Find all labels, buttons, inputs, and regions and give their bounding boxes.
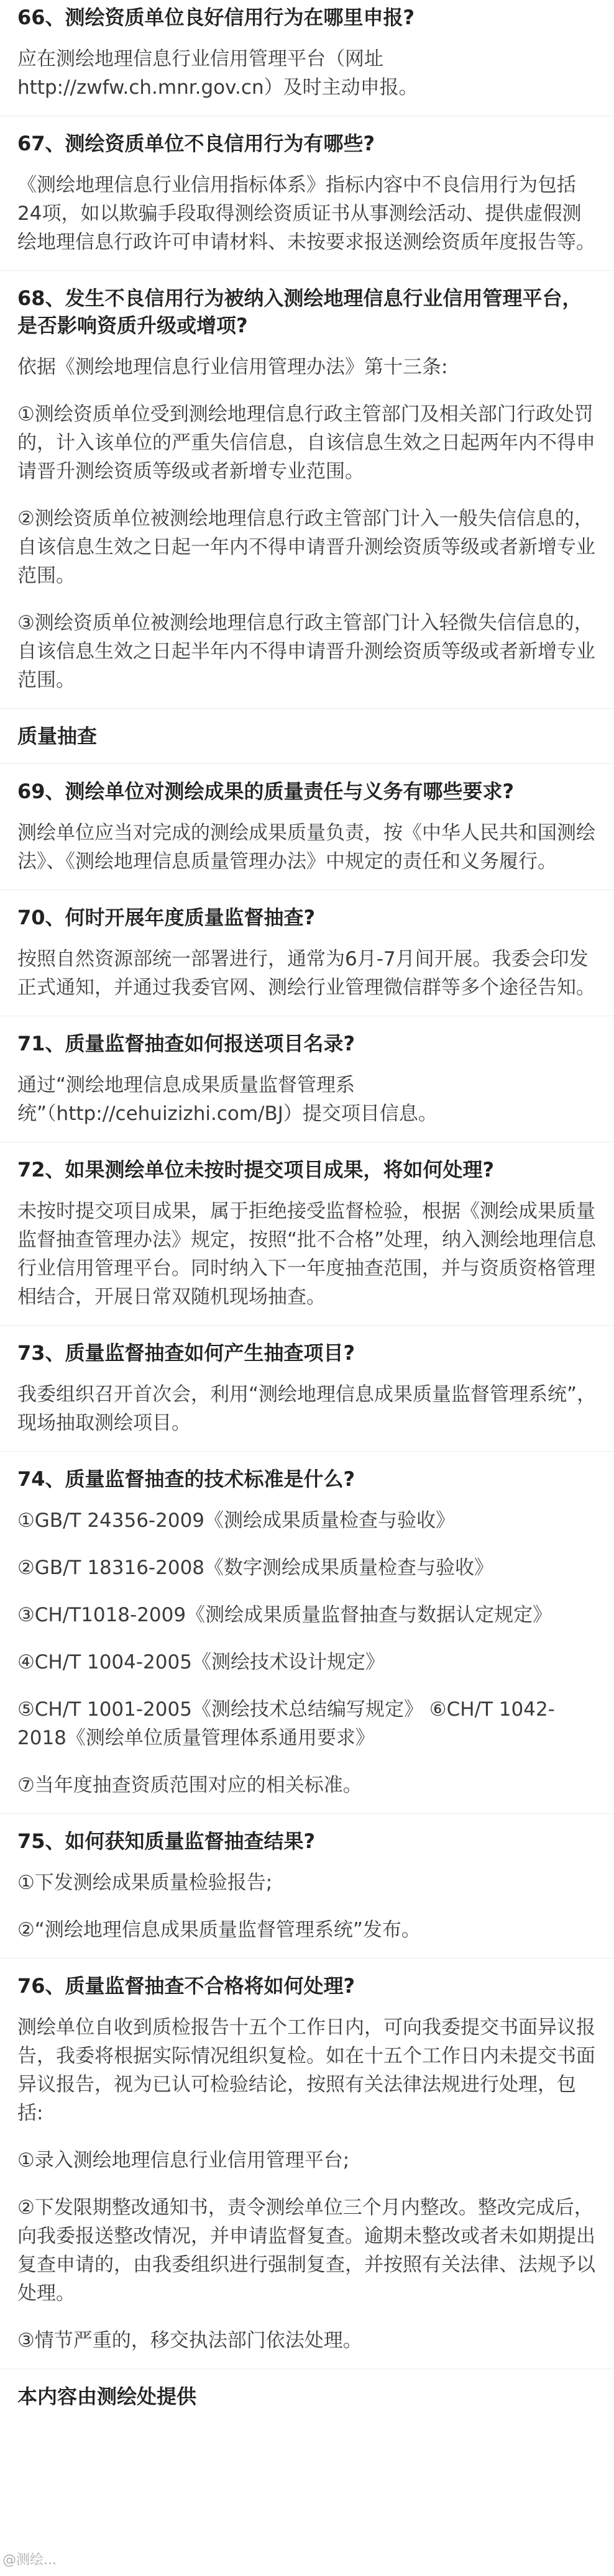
answer-paragraph: ②测绘资质单位被测绘地理信息行政主管部门计入一般失信信息的，自该信息生效之日起一年内不得申请晋升测绘资质等级或者新增专业范围。 <box>17 507 595 587</box>
question-heading: 76、质量监督抽查不合格将如何处理? <box>17 1974 355 1998</box>
question-heading: 71、质量监督抽查如何报送项目名录? <box>17 1032 355 1055</box>
answer-paragraph: 测绘单位应当对完成的测绘成果质量负责，按《中华人民共和国测绘法》、《测绘地理信息质量管理办法》中规定的责任和义务履行。 <box>17 822 595 873</box>
answer-paragraph: ③情节严重的，移交执法部门依法处理。 <box>17 2329 362 2352</box>
question-heading: 66、测绘资质单位良好信用行为在哪里申报? <box>17 6 415 29</box>
section-heading: 质量抽查 <box>17 724 98 748</box>
answer-paragraph: ④CH/T 1004-2005《测绘技术设计规定》 <box>17 1651 385 1673</box>
answer-paragraph: 依据《测绘地理信息行业信用管理办法》第十三条: <box>17 356 448 378</box>
answer-paragraph: ③测绘资质单位被测绘地理信息行政主管部门计入轻微失信信息的，自该信息生效之日起半年内不得申请晋升测绘资质等级或者新增专业范围。 <box>17 612 595 691</box>
question-heading: 72、如果测绘单位未按时提交项目成果，将如何处理? <box>17 1158 495 1181</box>
answer-paragraph: ①测绘资质单位受到测绘地理信息行政主管部门及相关部门行政处罚的，计入该单位的严重失信信息，自该信息生效之日起两年内不得申请晋升测绘资质等级或者新增专业范围。 <box>17 403 595 483</box>
section-heading: 本内容由测绘处提供 <box>17 2385 197 2408</box>
answer-paragraph: 《测绘地理信息行业信用指标体系》指标内容中不良信用行为包括24项，如以欺骗手段取得测绘资质证书从事测绘活动、提供虚假测绘地理信息行政许可申请材料、未按要求报送测绘资质年度报告等。 <box>17 174 595 253</box>
question-heading: 73、质量监督抽查如何产生抽查项目? <box>17 1341 355 1365</box>
answer-paragraph: ①下发测绘成果质量检验报告; <box>17 1872 273 1894</box>
answer-paragraph: 未按时提交项目成果，属于拒绝接受监督检验，根据《测绘成果质量监督抽查管理办法》规定，按照“批不合格”处理，纳入测绘地理信息行业信用管理平台。同时纳入下一年度抽查范围，并与资质资格管理相结合，开展日常双随机现场抽查。 <box>17 1200 597 1308</box>
question-heading: 69、测绘单位对测绘成果的质量责任与义务有哪些要求? <box>17 780 515 803</box>
answer-paragraph: 应在测绘地理信息行业信用管理平台（网址http://zwfw.ch.mnr.gov.cn）及时主动申报。 <box>17 48 418 99</box>
answer-paragraph: ⑦当年度抽查资质范围对应的相关标准。 <box>17 1774 362 1796</box>
answer-paragraph: 通过“测绘地理信息成果质量监督管理系统”（http://cehuizizhi.com/BJ）提交项目信息。 <box>17 1074 438 1125</box>
question-heading: 75、如何获知质量监督抽查结果? <box>17 1829 316 1853</box>
answer-paragraph: ①GB/T 24356-2009《测绘成果质量检查与验收》 <box>17 1509 456 1532</box>
answer-paragraph: ②下发限期整改通知书，责令测绘单位三个月内整改。整改完成后，向我委报送整改情况，并申请监督复查。逾期未整改或者未如期提出复查申请的，由我委组织进行强制复查，并按照有关法律、法规予以处理。 <box>17 2196 595 2305</box>
answer-paragraph: 我委组织召开首次会，利用“测绘地理信息成果质量监督管理系统”，现场抽取测绘项目。 <box>17 1383 597 1434</box>
question-heading: 68、发生不良信用行为被纳入测绘地理信息行业信用管理平台，是否影响资质升级或增项? <box>17 286 582 337</box>
answer-paragraph: ②“测绘地理信息成果质量监督管理系统”发布。 <box>17 1919 421 1941</box>
question-heading: 67、测绘资质单位不良信用行为有哪些? <box>17 132 375 155</box>
answer-paragraph: 测绘单位自收到质检报告十五个工作日内，可向我委提交书面异议报告，我委将根据实际情况组织复检。如在十五个工作日内未提交书面异议报告，视为已认可检验结论，按照有关法律法规进行处理，包括: <box>17 2016 595 2124</box>
answer-paragraph: 按照自然资源部统一部署进行，通常为6月-7月间开展。我委会印发正式通知，并通过我委官网、测绘行业管理微信群等多个途径告知。 <box>17 948 595 999</box>
question-heading: 70、何时开展年度质量监督抽查? <box>17 906 316 929</box>
question-heading: 74、质量监督抽查的技术标准是什么? <box>17 1467 355 1491</box>
answer-paragraph: ⑤CH/T 1001-2005《测绘技术总结编写规定》 ⑥CH/T 1042-2018《测绘单位质量管理体系通用要求》 <box>17 1698 555 1749</box>
answer-paragraph: ②GB/T 18316-2008《数字测绘成果质量检查与验收》 <box>17 1557 494 1579</box>
answer-paragraph: ①录入测绘地理信息行业信用管理平台; <box>17 2149 350 2172</box>
watermark: @测绘... <box>2 2552 57 2568</box>
answer-paragraph: ③CH/T1018-2009《测绘成果质量监督抽查与数据认定规定》 <box>17 1604 552 1626</box>
